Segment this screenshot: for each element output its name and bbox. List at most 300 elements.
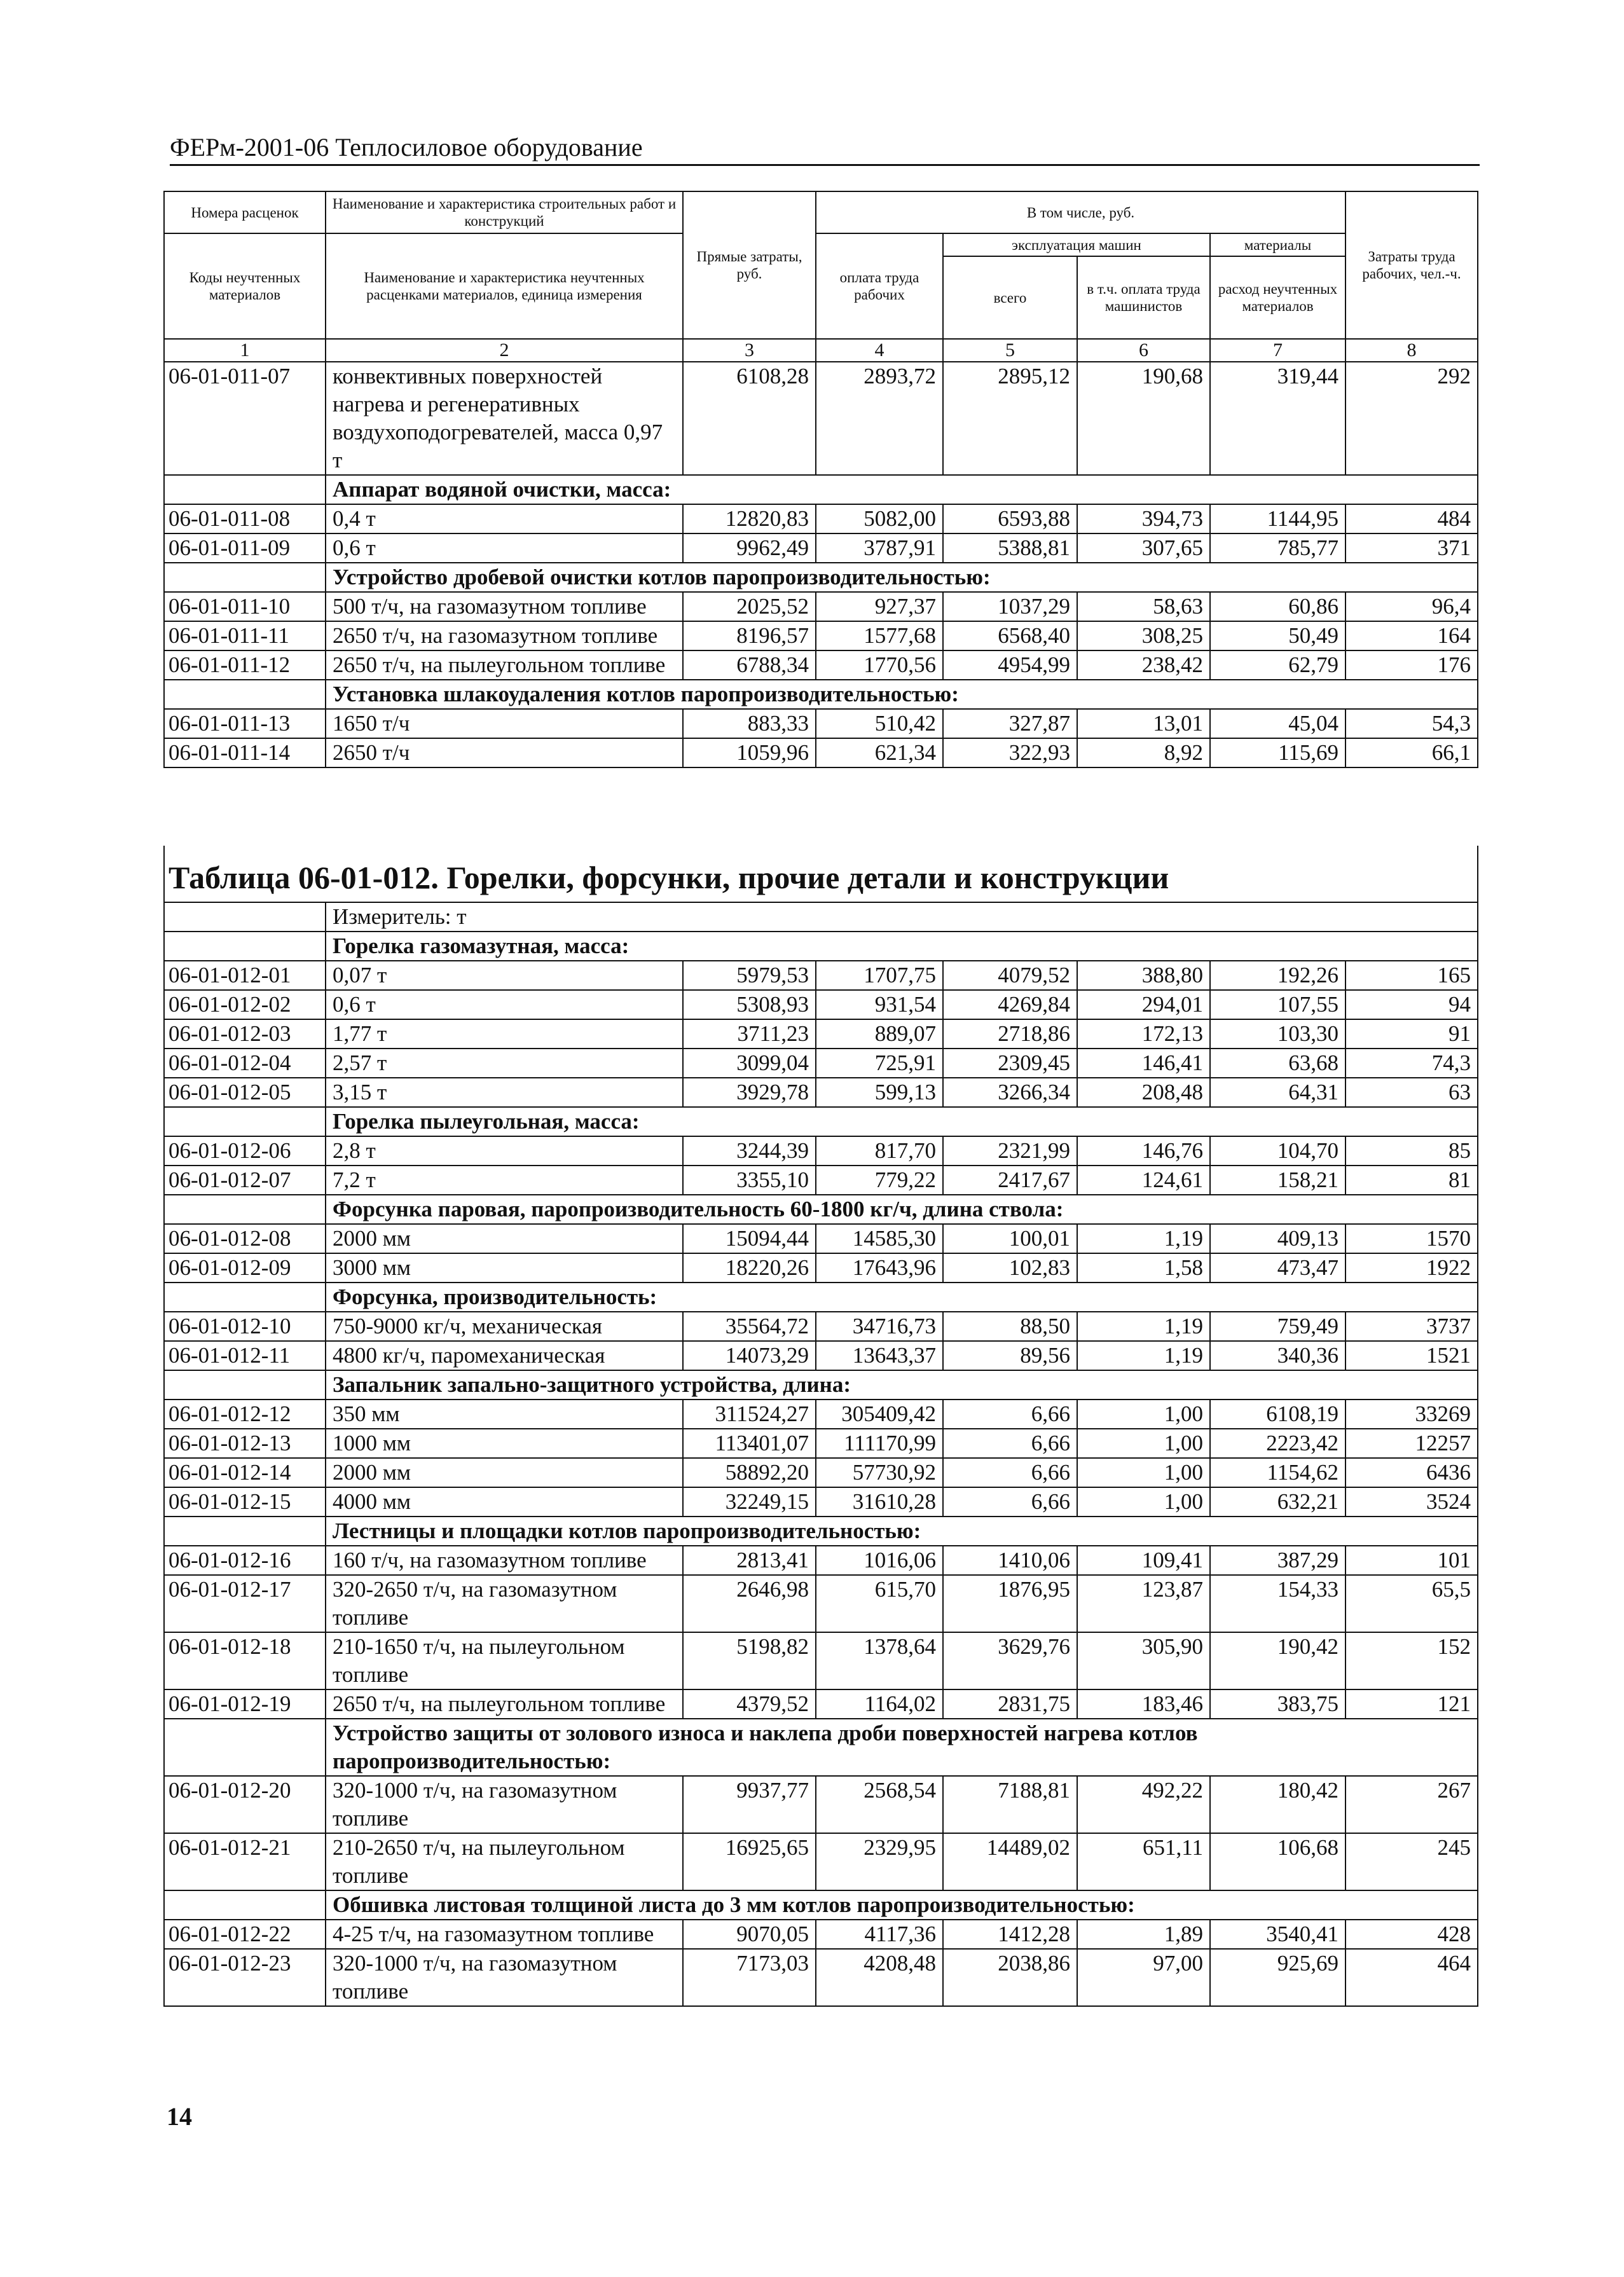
rates-table-2: [163, 846, 1478, 2007]
rate-name: 2650 т/ч, на газомазутном топливе: [326, 621, 683, 650]
direct-cost: 16925,65: [683, 1833, 816, 1890]
section-heading: Горелка пылеугольная, масса:: [326, 1107, 1478, 1136]
wage-cost: 17643,96: [816, 1253, 943, 1283]
header-row-2: [164, 233, 1478, 256]
materials-cost: 340,36: [1210, 1341, 1345, 1370]
rate-code: 06-01-012-17: [164, 1575, 326, 1632]
rate-name: 2000 мм: [326, 1224, 683, 1253]
rate-code: 06-01-011-08: [164, 504, 326, 533]
section-heading: Лестницы и площадки котлов паропроизводительностью:: [326, 1517, 1478, 1546]
wage-cost: 1577,68: [816, 621, 943, 650]
rate-code: 06-01-012-16: [164, 1546, 326, 1575]
header-name: Наименование и характеристика строительных работ и конструкций: [326, 191, 683, 233]
machinist-wage: 294,01: [1077, 990, 1210, 1019]
direct-cost: 14073,29: [683, 1341, 816, 1370]
section-row: [164, 1283, 1478, 1312]
machines-total: 89,56: [943, 1341, 1077, 1370]
table-row: [164, 1429, 1478, 1458]
machinist-wage: 208,48: [1077, 1078, 1210, 1107]
rate-code: 06-01-012-12: [164, 1400, 326, 1429]
header-name2: Наименование и характеристика неучтенных расценками материалов, единица измерения: [326, 233, 683, 339]
section-row: [164, 1719, 1478, 1776]
materials-cost: 115,69: [1210, 738, 1345, 767]
machinist-wage: 97,00: [1077, 1949, 1210, 2006]
machinist-wage: 307,65: [1077, 533, 1210, 563]
direct-cost: 4379,52: [683, 1689, 816, 1719]
direct-cost: 883,33: [683, 709, 816, 738]
header-direct-costs: Прямые затраты, руб.: [683, 191, 816, 339]
section-heading: Аппарат водяной очистки, масса:: [326, 475, 1478, 504]
machinist-wage: 1,00: [1077, 1429, 1210, 1458]
labor-hours: 428: [1345, 1920, 1478, 1949]
labor-hours: 94: [1345, 990, 1478, 1019]
rate-code: 06-01-012-11: [164, 1341, 326, 1370]
materials-cost: 2223,42: [1210, 1429, 1345, 1458]
machinist-wage: 190,68: [1077, 362, 1210, 475]
rate-code: 06-01-012-20: [164, 1776, 326, 1833]
labor-hours: 484: [1345, 504, 1478, 533]
machines-total: 1412,28: [943, 1920, 1077, 1949]
materials-cost: 60,86: [1210, 592, 1345, 621]
materials-cost: 190,42: [1210, 1632, 1345, 1689]
direct-cost: 12820,83: [683, 504, 816, 533]
labor-hours: 74,3: [1345, 1049, 1478, 1078]
wage-cost: 927,37: [816, 592, 943, 621]
wage-cost: 1707,75: [816, 961, 943, 990]
rate-name: 1000 мм: [326, 1429, 683, 1458]
table-row: [164, 592, 1478, 621]
rate-name: 0,6 т: [326, 990, 683, 1019]
wage-cost: 599,13: [816, 1078, 943, 1107]
labor-hours: 464: [1345, 1949, 1478, 2006]
table-row: [164, 738, 1478, 767]
machines-total: 102,83: [943, 1253, 1077, 1283]
direct-cost: 2646,98: [683, 1575, 816, 1632]
table-row: [164, 709, 1478, 738]
rate-name: 4000 мм: [326, 1487, 683, 1517]
rate-code: 06-01-011-13: [164, 709, 326, 738]
rate-code: 06-01-012-13: [164, 1429, 326, 1458]
direct-cost: 3244,39: [683, 1136, 816, 1166]
rate-name: 500 т/ч, на газомазутном топливе: [326, 592, 683, 621]
machines-total: 2038,86: [943, 1949, 1077, 2006]
table-row: [164, 1400, 1478, 1429]
rate-code: 06-01-011-14: [164, 738, 326, 767]
rate-name: 1650 т/ч: [326, 709, 683, 738]
labor-hours: 91: [1345, 1019, 1478, 1049]
wage-cost: 2329,95: [816, 1833, 943, 1890]
section-row: [164, 1890, 1478, 1920]
section-heading: Установка шлакоудаления котлов паропроизводительностью:: [326, 680, 1478, 709]
header-row-1: [164, 191, 1478, 233]
machines-total: 6,66: [943, 1429, 1077, 1458]
wage-cost: 621,34: [816, 738, 943, 767]
materials-cost: 319,44: [1210, 362, 1345, 475]
direct-cost: 58892,20: [683, 1458, 816, 1487]
table-row: [164, 1575, 1478, 1632]
section-heading: Устройство защиты от золового износа и наклепа дроби поверхностей нагрева котлов паропроизводительностью:: [326, 1719, 1478, 1776]
direct-cost: 3355,10: [683, 1166, 816, 1195]
rate-name: 2650 т/ч, на пылеугольном топливе: [326, 650, 683, 680]
rate-name: 0,07 т: [326, 961, 683, 990]
materials-cost: 192,26: [1210, 961, 1345, 990]
machines-total: 4079,52: [943, 961, 1077, 990]
wage-cost: 615,70: [816, 1575, 943, 1632]
rate-code: 06-01-012-15: [164, 1487, 326, 1517]
col-number: 7: [1210, 339, 1345, 362]
direct-cost: 3099,04: [683, 1049, 816, 1078]
direct-cost: 7173,03: [683, 1949, 816, 2006]
machinist-wage: 305,90: [1077, 1632, 1210, 1689]
rate-name: 2000 мм: [326, 1458, 683, 1487]
materials-cost: 63,68: [1210, 1049, 1345, 1078]
table-row: [164, 1078, 1478, 1107]
section-row: [164, 1370, 1478, 1400]
table-row: [164, 1136, 1478, 1166]
labor-hours: 81: [1345, 1166, 1478, 1195]
labor-hours: 1922: [1345, 1253, 1478, 1283]
labor-hours: 165: [1345, 961, 1478, 990]
materials-cost: 180,42: [1210, 1776, 1345, 1833]
materials-cost: 64,31: [1210, 1078, 1345, 1107]
table-row: [164, 1253, 1478, 1283]
machinist-wage: 1,19: [1077, 1312, 1210, 1341]
labor-hours: 164: [1345, 621, 1478, 650]
machines-total: 2895,12: [943, 362, 1077, 475]
table-row: [164, 1341, 1478, 1370]
wage-cost: 5082,00: [816, 504, 943, 533]
measure-row: [164, 902, 1478, 932]
rate-name: 210-2650 т/ч, на пылеугольном топливе: [326, 1833, 683, 1890]
rate-name: 0,6 т: [326, 533, 683, 563]
rate-code: 06-01-012-09: [164, 1253, 326, 1283]
rate-code: 06-01-011-11: [164, 621, 326, 650]
materials-cost: 158,21: [1210, 1166, 1345, 1195]
rate-code: 06-01-012-10: [164, 1312, 326, 1341]
section-row: [164, 475, 1478, 504]
materials-cost: 6108,19: [1210, 1400, 1345, 1429]
header-machines: эксплуатация машин: [943, 233, 1210, 256]
materials-cost: 473,47: [1210, 1253, 1345, 1283]
rate-code: 06-01-012-06: [164, 1136, 326, 1166]
machines-total: 2831,75: [943, 1689, 1077, 1719]
header-rates-no: Номера расценок: [164, 191, 326, 233]
materials-cost: 925,69: [1210, 1949, 1345, 2006]
table-row: [164, 1920, 1478, 1949]
rate-code: 06-01-011-09: [164, 533, 326, 563]
header-mach-wage: в т.ч. оплата труда машинистов: [1077, 256, 1210, 339]
col-number: 2: [326, 339, 683, 362]
labor-hours: 65,5: [1345, 1575, 1478, 1632]
rate-code: 06-01-012-01: [164, 961, 326, 990]
rate-code: 06-01-012-04: [164, 1049, 326, 1078]
wage-cost: 779,22: [816, 1166, 943, 1195]
table-row: [164, 504, 1478, 533]
machines-total: 3266,34: [943, 1078, 1077, 1107]
table-title-row: [164, 846, 1478, 902]
direct-cost: 5198,82: [683, 1632, 816, 1689]
labor-hours: 371: [1345, 533, 1478, 563]
table-row: [164, 1487, 1478, 1517]
rate-name: 2,57 т: [326, 1049, 683, 1078]
rate-name: 2650 т/ч: [326, 738, 683, 767]
rate-code: 06-01-011-10: [164, 592, 326, 621]
section-heading: Запальник запально-защитного устройства, длина:: [326, 1370, 1478, 1400]
header-codes: Коды неучтенных материалов: [164, 233, 326, 339]
header-wage: оплата труда рабочих: [816, 233, 943, 339]
wage-cost: 57730,92: [816, 1458, 943, 1487]
direct-cost: 3929,78: [683, 1078, 816, 1107]
rate-code: 06-01-011-12: [164, 650, 326, 680]
rate-code: 06-01-012-18: [164, 1632, 326, 1689]
table-row: [164, 1949, 1478, 2006]
machines-total: 6,66: [943, 1487, 1077, 1517]
labor-hours: 1570: [1345, 1224, 1478, 1253]
machines-total: 6,66: [943, 1400, 1077, 1429]
header-labor: Затраты труда рабочих, чел.-ч.: [1345, 191, 1478, 339]
machinist-wage: 238,42: [1077, 650, 1210, 680]
machinist-wage: 124,61: [1077, 1166, 1210, 1195]
direct-cost: 311524,27: [683, 1400, 816, 1429]
machines-total: 88,50: [943, 1312, 1077, 1341]
materials-cost: 785,77: [1210, 533, 1345, 563]
direct-cost: 9962,49: [683, 533, 816, 563]
table-row: [164, 1689, 1478, 1719]
section-heading: Форсунка, производительность:: [326, 1283, 1478, 1312]
machinist-wage: 1,00: [1077, 1487, 1210, 1517]
labor-hours: 245: [1345, 1833, 1478, 1890]
direct-cost: 2813,41: [683, 1546, 816, 1575]
machines-total: 2321,99: [943, 1136, 1077, 1166]
rate-code: 06-01-012-19: [164, 1689, 326, 1719]
measure-unit: Измеритель: т: [326, 902, 1478, 932]
labor-hours: 1521: [1345, 1341, 1478, 1370]
rate-name: 2650 т/ч, на пылеугольном топливе: [326, 1689, 683, 1719]
labor-hours: 85: [1345, 1136, 1478, 1166]
materials-cost: 3540,41: [1210, 1920, 1345, 1949]
wage-cost: 14585,30: [816, 1224, 943, 1253]
materials-cost: 104,70: [1210, 1136, 1345, 1166]
rate-code: 06-01-012-02: [164, 990, 326, 1019]
direct-cost: 18220,26: [683, 1253, 816, 1283]
labor-hours: 3524: [1345, 1487, 1478, 1517]
rate-name: 350 мм: [326, 1400, 683, 1429]
table-row: [164, 1224, 1478, 1253]
direct-cost: 8196,57: [683, 621, 816, 650]
wage-cost: 34716,73: [816, 1312, 943, 1341]
rate-name: 160 т/ч, на газомазутном топливе: [326, 1546, 683, 1575]
table-row: [164, 1312, 1478, 1341]
machinist-wage: 492,22: [1077, 1776, 1210, 1833]
wage-cost: 510,42: [816, 709, 943, 738]
header-total: всего: [943, 256, 1077, 339]
direct-cost: 9070,05: [683, 1920, 816, 1949]
machinist-wage: 8,92: [1077, 738, 1210, 767]
section-heading: Устройство дробевой очистки котлов паропроизводительностью:: [326, 563, 1478, 592]
rate-name: 0,4 т: [326, 504, 683, 533]
col-number: 8: [1345, 339, 1478, 362]
direct-cost: 2025,52: [683, 592, 816, 621]
header-including: В том числе, руб.: [816, 191, 1345, 233]
table-row: [164, 1833, 1478, 1890]
machinist-wage: 109,41: [1077, 1546, 1210, 1575]
machinist-wage: 308,25: [1077, 621, 1210, 650]
materials-cost: 632,21: [1210, 1487, 1345, 1517]
wage-cost: 1770,56: [816, 650, 943, 680]
direct-cost: 5979,53: [683, 961, 816, 990]
section-row: [164, 932, 1478, 961]
section-row: [164, 1195, 1478, 1224]
labor-hours: 101: [1345, 1546, 1478, 1575]
wage-cost: 2568,54: [816, 1776, 943, 1833]
rate-code: 06-01-012-03: [164, 1019, 326, 1049]
machinist-wage: 183,46: [1077, 1689, 1210, 1719]
machines-total: 6,66: [943, 1458, 1077, 1487]
machinist-wage: 651,11: [1077, 1833, 1210, 1890]
direct-cost: 113401,07: [683, 1429, 816, 1458]
direct-cost: 6788,34: [683, 650, 816, 680]
rate-code: 06-01-012-22: [164, 1920, 326, 1949]
materials-cost: 107,55: [1210, 990, 1345, 1019]
table-title: Таблица 06-01-012. Горелки, форсунки, прочие детали и конструкции: [164, 846, 1478, 902]
direct-cost: 6108,28: [683, 362, 816, 475]
wage-cost: 3787,91: [816, 533, 943, 563]
wage-cost: 725,91: [816, 1049, 943, 1078]
rate-code: 06-01-012-23: [164, 1949, 326, 2006]
section-row: [164, 1107, 1478, 1136]
machines-total: 322,93: [943, 738, 1077, 767]
rate-code: 06-01-012-08: [164, 1224, 326, 1253]
table-row: [164, 533, 1478, 563]
materials-cost: 1154,62: [1210, 1458, 1345, 1487]
direct-cost: 32249,15: [683, 1487, 816, 1517]
table-row: [164, 1458, 1478, 1487]
section-heading: Обшивка листовая толщиной листа до 3 мм котлов паропроизводительностью:: [326, 1890, 1478, 1920]
section-row: [164, 1517, 1478, 1546]
section-heading: Форсунка паровая, паропроизводительность 60-1800 кг/ч, длина ствола:: [326, 1195, 1478, 1224]
col-number: 1: [164, 339, 326, 362]
rate-name: 1,77 т: [326, 1019, 683, 1049]
machines-total: 2718,86: [943, 1019, 1077, 1049]
direct-cost: 1059,96: [683, 738, 816, 767]
direct-cost: 5308,93: [683, 990, 816, 1019]
labor-hours: 12257: [1345, 1429, 1478, 1458]
labor-hours: 267: [1345, 1776, 1478, 1833]
labor-hours: 63: [1345, 1078, 1478, 1107]
machinist-wage: 1,00: [1077, 1458, 1210, 1487]
section-heading: Горелка газомазутная, масса:: [326, 932, 1478, 961]
rate-name: 750-9000 кг/ч, механическая: [326, 1312, 683, 1341]
machinist-wage: 146,41: [1077, 1049, 1210, 1078]
table-row: [164, 990, 1478, 1019]
table-row: [164, 1632, 1478, 1689]
machinist-wage: 388,80: [1077, 961, 1210, 990]
column-numbers-row: [164, 339, 1478, 362]
machinist-wage: 146,76: [1077, 1136, 1210, 1166]
machinist-wage: 58,63: [1077, 592, 1210, 621]
wage-cost: 111170,99: [816, 1429, 943, 1458]
rate-name: 210-1650 т/ч, на пылеугольном топливе: [326, 1632, 683, 1689]
direct-cost: 15094,44: [683, 1224, 816, 1253]
materials-cost: 759,49: [1210, 1312, 1345, 1341]
machines-total: 327,87: [943, 709, 1077, 738]
wage-cost: 31610,28: [816, 1487, 943, 1517]
table-row: [164, 1166, 1478, 1195]
rate-name: 2,8 т: [326, 1136, 683, 1166]
labor-hours: 3737: [1345, 1312, 1478, 1341]
table-row: [164, 362, 1478, 475]
rate-name: 4800 кг/ч, паромеханическая: [326, 1341, 683, 1370]
col-number: 6: [1077, 339, 1210, 362]
machines-total: 100,01: [943, 1224, 1077, 1253]
wage-cost: 305409,42: [816, 1400, 943, 1429]
rate-name: 3000 мм: [326, 1253, 683, 1283]
rate-name: 7,2 т: [326, 1166, 683, 1195]
machinist-wage: 1,00: [1077, 1400, 1210, 1429]
labor-hours: 152: [1345, 1632, 1478, 1689]
machines-total: 4269,84: [943, 990, 1077, 1019]
table-row: [164, 650, 1478, 680]
materials-cost: 409,13: [1210, 1224, 1345, 1253]
machines-total: 3629,76: [943, 1632, 1077, 1689]
rate-name: 320-1000 т/ч, на газомазутном топливе: [326, 1949, 683, 2006]
table-row: [164, 1049, 1478, 1078]
machinist-wage: 123,87: [1077, 1575, 1210, 1632]
section-row: [164, 680, 1478, 709]
col-number: 3: [683, 339, 816, 362]
wage-cost: 817,70: [816, 1136, 943, 1166]
wage-cost: 931,54: [816, 990, 943, 1019]
machines-total: 2309,45: [943, 1049, 1077, 1078]
machinist-wage: 394,73: [1077, 504, 1210, 533]
machines-total: 14489,02: [943, 1833, 1077, 1890]
machines-total: 1037,29: [943, 592, 1077, 621]
rate-name: 4-25 т/ч, на газомазутном топливе: [326, 1920, 683, 1949]
header-mat-use: расход неучтенных материалов: [1210, 256, 1345, 339]
table-row: [164, 1776, 1478, 1833]
rate-name: 320-2650 т/ч, на газомазутном топливе: [326, 1575, 683, 1632]
wage-cost: 1016,06: [816, 1546, 943, 1575]
labor-hours: 176: [1345, 650, 1478, 680]
machines-total: 6593,88: [943, 504, 1077, 533]
direct-cost: 3711,23: [683, 1019, 816, 1049]
materials-cost: 45,04: [1210, 709, 1345, 738]
materials-cost: 106,68: [1210, 1833, 1345, 1890]
wage-cost: 889,07: [816, 1019, 943, 1049]
labor-hours: 96,4: [1345, 592, 1478, 621]
machines-total: 4954,99: [943, 650, 1077, 680]
materials-cost: 62,79: [1210, 650, 1345, 680]
machinist-wage: 1,89: [1077, 1920, 1210, 1949]
rate-name: конвективных поверхностей нагрева и регенеративных воздухоподогревателей, масса 0,97 т: [326, 362, 683, 475]
col-number: 5: [943, 339, 1077, 362]
labor-hours: 292: [1345, 362, 1478, 475]
table-row: [164, 621, 1478, 650]
labor-hours: 33269: [1345, 1400, 1478, 1429]
machines-total: 6568,40: [943, 621, 1077, 650]
direct-cost: 35564,72: [683, 1312, 816, 1341]
rate-name: 3,15 т: [326, 1078, 683, 1107]
materials-cost: 103,30: [1210, 1019, 1345, 1049]
page-header: ФЕРм-2001-06 Теплосиловое оборудование: [170, 134, 1480, 166]
machinist-wage: 13,01: [1077, 709, 1210, 738]
labor-hours: 6436: [1345, 1458, 1478, 1487]
wage-cost: 4117,36: [816, 1920, 943, 1949]
rate-code: 06-01-012-07: [164, 1166, 326, 1195]
materials-cost: 387,29: [1210, 1546, 1345, 1575]
machinist-wage: 1,19: [1077, 1224, 1210, 1253]
table-row: [164, 1019, 1478, 1049]
